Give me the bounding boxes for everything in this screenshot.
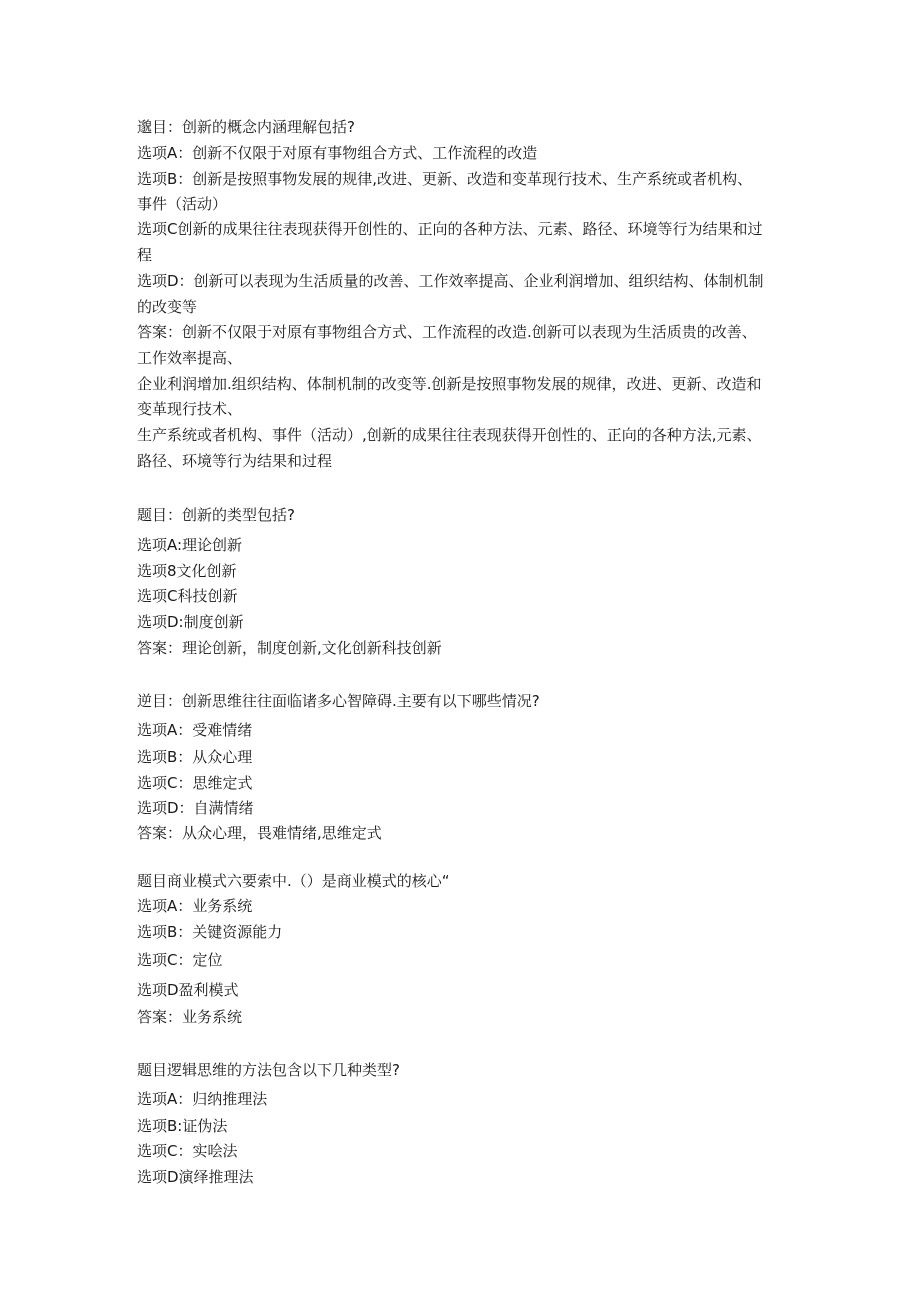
answer-continued: 工作效率提高、 (137, 349, 243, 367)
option-b: 选项B：关键资源能力 (137, 923, 283, 941)
option-c: 选项C创新的成果往往表现获得开创性的、正向的各种方法、元素、路径、环境等行为结果和过 (137, 220, 763, 238)
option-c: 选项C：定位 (137, 951, 223, 969)
option-c-continued: 程 (137, 246, 153, 264)
option-d: 选项D：创新可以表现为生活质量的改善、工作效率提高、企业利润增加、组织结构、体制机制 (137, 272, 764, 290)
question-title: 邈目：创新的概念内涵理解包括? (137, 118, 355, 136)
answer: 答案：创新不仅限于对原有事物组合方式、工作流程的改造.创新可以表现为生活质贵的改善、 (137, 323, 757, 341)
answer-continued: 变革现行技术、 (137, 400, 243, 418)
option-b: 选项B：从众心理 (137, 748, 253, 766)
option-d-continued: 的改变等 (137, 298, 198, 316)
option-d: 选项D:制度创新 (137, 613, 244, 631)
question-title: 题目商业模式六要索中.（）是商业模式的核心“ (137, 872, 450, 890)
answer-continued: 路径、环境等行为结果和过程 (137, 452, 333, 470)
answer-continued: 企业利润增加.组织结构、体制机制的改变等.创新是按照事物发展的规律，改进、更新、改造和 (137, 375, 762, 393)
option-d: 选项D盈利模式 (137, 981, 239, 999)
option-a: 选项A：创新不仅限于对原有事物组合方式、工作流程的改造 (137, 144, 538, 162)
option-d: 选项D：自满情绪 (137, 799, 254, 817)
question-title: 逆目：创新思维往往面临诸多心智障碍.主要有以下哪些情况? (137, 692, 540, 710)
option-a: 选项A：业务系统 (137, 897, 253, 915)
option-b: 选项B：创新是按照事物发展的规律,改进、更新、改造和变革现行技术、生产系统或者机构、 (137, 170, 753, 188)
option-d: 选项D演绎推理法 (137, 1168, 254, 1186)
answer: 答案：理论创新，制度创新,文化创新科技创新 (137, 639, 442, 657)
option-b-continued: 事件（活动） (137, 195, 228, 213)
option-a: 选项A：受难情绪 (137, 721, 253, 739)
option-a: 选项A:理论创新 (137, 536, 243, 554)
option-c: 选项C科技创新 (137, 587, 238, 605)
option-b: 选项B:证伪法 (137, 1117, 228, 1135)
question-title: 题目逻辑思维的方法包含以下几种类型? (137, 1061, 400, 1079)
answer-continued: 生产系统或者机构、事件（活动）,创新的成果往往表现获得开创性的、正向的各种方法,元素、 (137, 426, 762, 444)
question-title: 题目：创新的类型包括? (137, 506, 295, 524)
option-a: 选项A：归纳推理法 (137, 1090, 268, 1108)
option-c: 选项C：实哙法 (137, 1142, 238, 1160)
option-b: 选项8文化创新 (137, 562, 237, 580)
answer: 答案：从众心理，畏难情绪,思维定式 (137, 824, 382, 842)
option-c: 选项C：思维定式 (137, 774, 253, 792)
answer: 答案：业务系统 (137, 1008, 243, 1026)
